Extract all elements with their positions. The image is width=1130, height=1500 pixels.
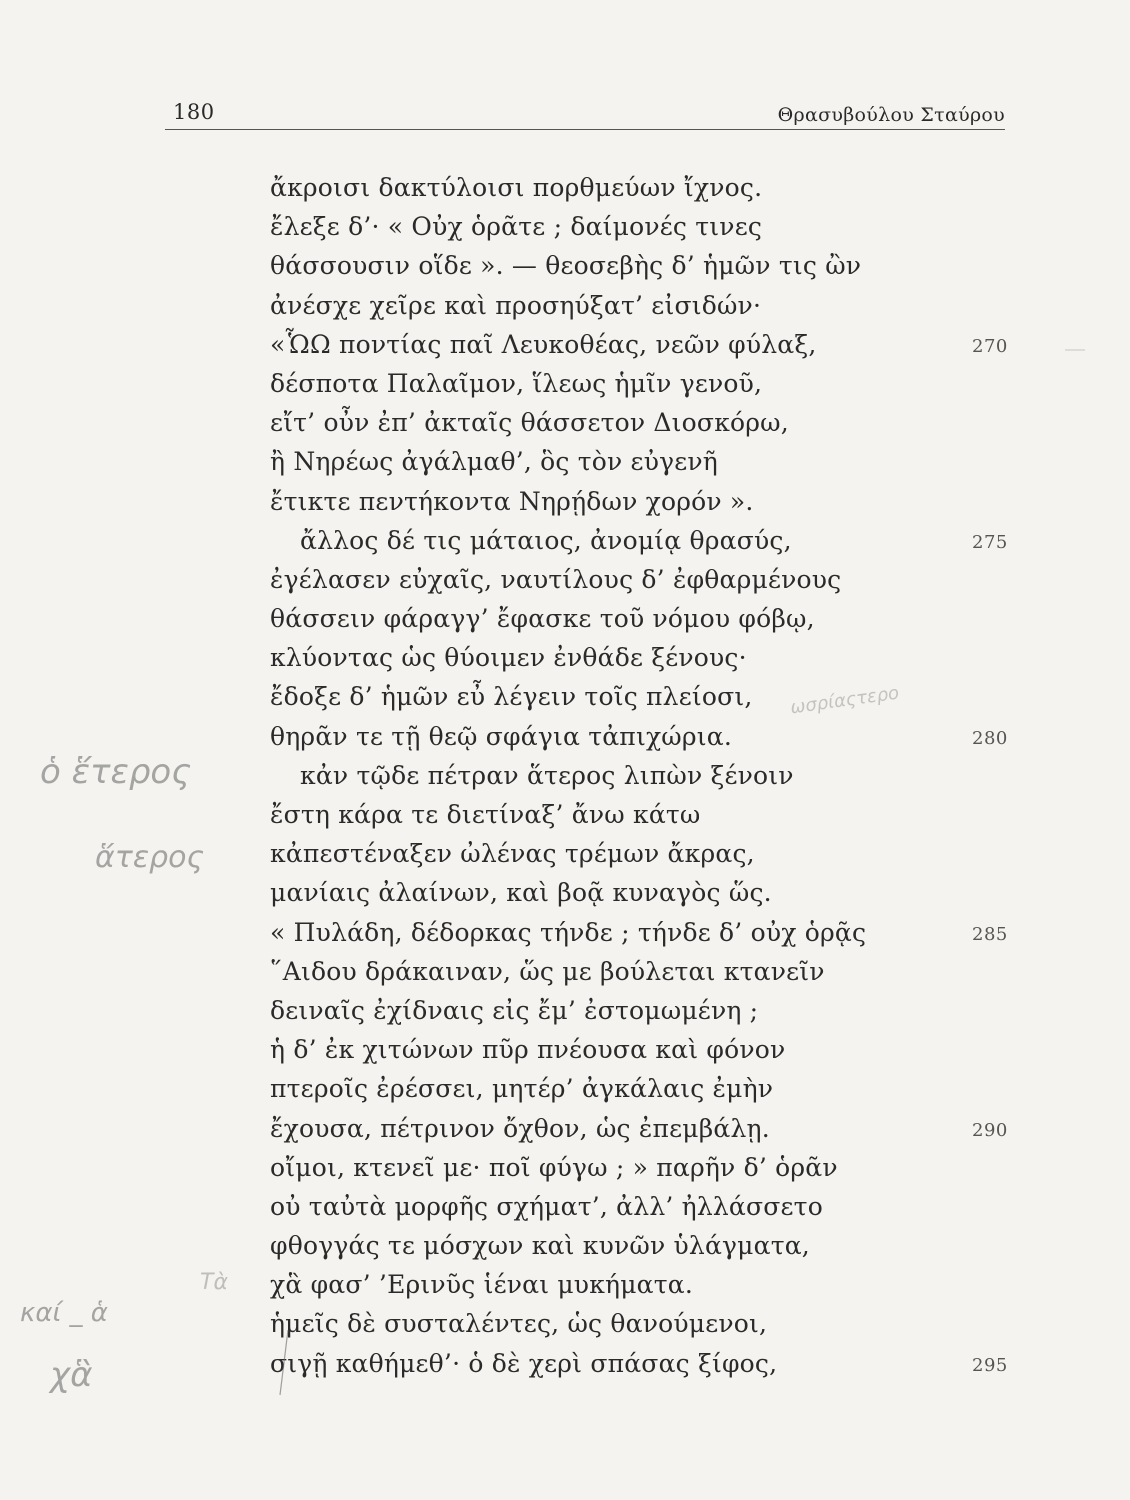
verse-line [270,1069,960,1108]
header-rule [165,129,1005,130]
page-number: 180 [173,100,215,124]
verse-text: ἔλεξε δ’· « Οὐχ ὁρᾶτε ; δαίμονές τινες [270,212,763,242]
verse-text: οἴμοι, κτενεῖ με· ποῖ φύγω ; » παρῆν δ’ ὁρᾶν [270,1152,838,1182]
verse-line [270,403,960,442]
verse-text: πτεροῖς ἐρέσσει, μητέρ’ ἀγκάλαις ἐμὴν [270,1074,774,1104]
running-head: Θρασυβούλου Σταύρου [777,104,1005,126]
verse-text: σιγῇ καθήμεθ’· ὁ δὲ χερὶ σπάσας ξίφος, [270,1348,778,1378]
verse-text: δέσποτα Παλαῖμον, ἵλεως ἡμῖν γενοῦ, [270,368,763,398]
verse-line [270,521,1008,560]
verse-text: ἢ Νηρέως ἀγάλμαθ’, ὃς τὸν εὐγενῆ [270,447,718,477]
verse-text: ἄλλος δέ τις μάταιος, ἀνομίᾳ θρασύς, [300,525,792,555]
verse-text: εἴτ’ οὖν ἐπ’ ἀκταῖς θάσσετον Διοσκόρω, [270,408,789,438]
verse-line [270,207,960,246]
verse-block [270,168,1008,1383]
margin-note: ὁ ἕτερος [40,752,192,792]
verse-line [270,168,960,207]
verse-text: χἃ φασ’ ’Ερινῦς ἱέναι μυκήματα. [270,1270,693,1300]
verse-text: ἔτικτε πεντήκοντα Νηρῄδων χορόν ». [270,486,754,516]
verse-text: κλύοντας ὡς θύοιμεν ἐνθάδε ξένους· [270,643,747,673]
verse-text: ἐγέλασεν εὐχαῖς, ναυτίλους δ’ ἐφθαρμένους [270,564,842,594]
verse-line [270,795,960,834]
line-number: 290 [972,1119,1008,1141]
verse-text: θάσσουσιν οἵδε ». — θεοσεβὴς δ’ ἡμῶν τις ὢν [270,251,862,281]
margin-note: καί _ ἁ [20,1298,108,1328]
verse-text: «ὯΩ ποντίας παῖ Λευκοθέας, νεῶν φύλαξ, [270,329,817,359]
verse-text: ἔχουσα, πέτρινον ὄχθον, ὡς ἐπεμβάλῃ. [270,1113,770,1143]
verse-line [270,325,1008,364]
verse-line [270,560,960,599]
verse-text: ἔδοξε δ’ ἡμῶν εὖ λέγειν τοῖς πλείοσι, [270,682,753,712]
verse-line [270,638,960,677]
margin-note: ἅτερος [95,840,205,875]
verse-text: ἄκροισι δακτύλοισι πορθμεύων ἴχνος. [270,173,763,202]
verse-line [270,442,960,481]
line-number: 275 [972,531,1008,553]
verse-text: μανίαις ἀλαίνων, καὶ βοᾷ κυναγὸς ὥς. [270,878,772,908]
verse-text: κἀπεστέναξεν ὠλένας τρέμων ἄκρας, [270,839,755,869]
verse-text: ἀνέσχε χεῖρε καὶ προσηύξατ’ εἰσιδών· [270,290,762,320]
verse-text: θάσσειν φάραγγ’ ἔφασκε τοῦ νόμου φόβῳ, [270,604,815,634]
verse-line [270,952,960,991]
verse-line [270,717,1008,756]
verse-line [270,873,960,912]
verse-line [270,991,960,1030]
verse-line [270,599,960,638]
line-number: 270 [972,335,1008,357]
verse-text: οὐ ταὐτὰ μορφῆς σχήματ’, ἀλλ’ ἠλλάσσετο [270,1191,823,1221]
margin-note: Τὰ [200,1270,228,1295]
margin-note: χἃ [50,1355,93,1395]
verse-line [270,1109,1008,1148]
line-number: 295 [972,1354,1008,1376]
verse-line [270,1344,1008,1383]
verse-line [270,1304,960,1343]
verse-line [270,1265,960,1304]
verse-line [270,1226,960,1265]
verse-text: ἡμεῖς δὲ συσταλέντες, ὡς θανούμενοι, [270,1309,768,1339]
verse-text: « Πυλάδη, δέδορκας τήνδε ; τήνδε δ’ οὐχ ὁρᾷς [270,917,867,947]
verse-text: δειναῖς ἐχίδναις εἰς ἔμ’ ἐστομωμένη ; [270,995,759,1025]
verse-text: κἀν τῷδε πέτραν ἅτερος λιπὼν ξένοιν [300,760,794,790]
verse-line [270,756,960,795]
margin-note: ωσρίαςτερο [789,682,901,719]
page-header [165,92,1005,132]
verse-line [270,364,960,403]
verse-text: ἔστη κάρα τε διετίναξ’ ἄνω κάτω [270,800,701,829]
verse-line [270,482,960,521]
verse-line [270,1148,960,1187]
verse-text: θηρᾶν τε τῇ θεῷ σφάγια τἀπιχώρια. [270,721,733,751]
verse-line [270,1030,960,1069]
verse-line [270,913,1008,952]
verse-line [270,286,960,325]
verse-line [270,834,960,873]
line-number: 280 [972,727,1008,749]
verse-line [270,246,960,285]
verse-text: φθογγάς τε μόσχων καὶ κυνῶν ὑλάγματα, [270,1231,810,1261]
line-number: 285 [972,923,1008,945]
verse-line [270,1187,960,1226]
verse-text: ῞Αιδου δράκαιναν, ὥς με βούλεται κτανεῖν [270,956,825,986]
verse-text: ἡ δ’ ἐκ χιτώνων πῦρ πνέουσα καὶ φόνον [270,1035,786,1065]
